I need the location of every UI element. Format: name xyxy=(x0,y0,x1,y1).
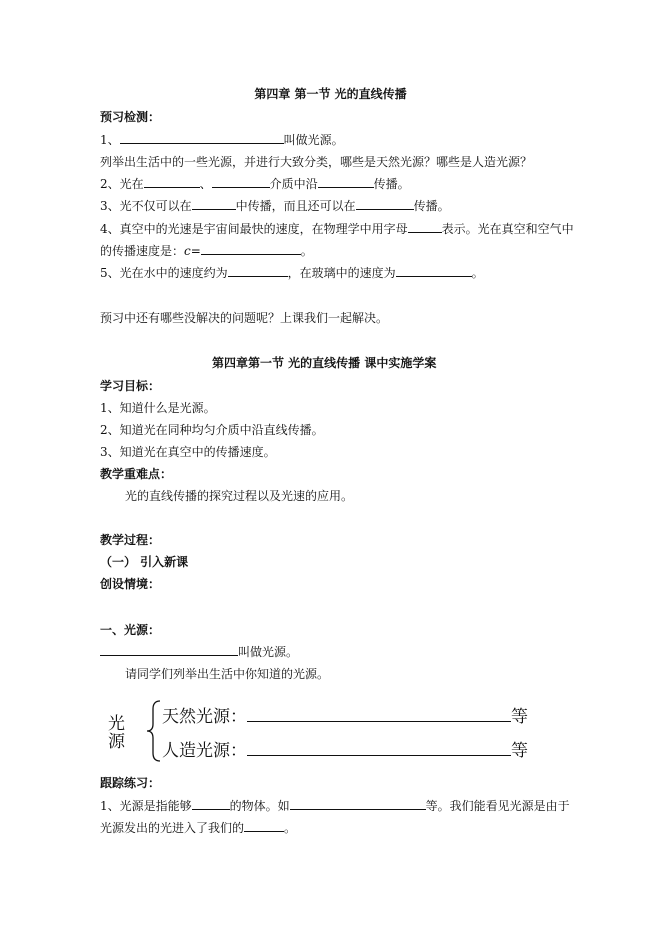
goal-item: 2、知道光在同种均匀介质中沿直线传播。 xyxy=(100,423,324,437)
practice-heading: 跟踪练习： xyxy=(100,776,161,790)
q2-text-c: 介质中沿 xyxy=(269,177,318,191)
q4b-symbol: c= xyxy=(184,244,201,258)
light-source-heading: 一、光源： xyxy=(100,623,161,637)
question-3 xyxy=(100,198,450,214)
section-intro: （一） 引入新课 xyxy=(100,555,189,569)
key-points-heading: 教学重难点： xyxy=(100,467,173,481)
q3-text-c: 传播。 xyxy=(413,199,450,213)
answer-blank[interactable] xyxy=(100,644,238,656)
answer-blank[interactable] xyxy=(228,265,288,277)
answer-blank[interactable] xyxy=(318,176,374,188)
goals-heading: 学习目标： xyxy=(100,379,161,393)
light-source-definition xyxy=(100,644,298,660)
q3-text-b: 中传播，而且还可以在 xyxy=(235,199,356,213)
artificial-source-row xyxy=(162,740,528,762)
p1b-text-a: 光源发出的光进入了我们的 xyxy=(100,821,245,835)
q4b-text-a: 的传播速度是： xyxy=(100,244,185,258)
process-heading: 教学过程： xyxy=(100,533,161,547)
question-5 xyxy=(100,265,484,281)
q4-text-b: 表示。光在真空和空气中 xyxy=(441,222,574,236)
answer-blank[interactable] xyxy=(201,243,301,255)
question-4 xyxy=(100,221,574,237)
class-label-char: 光 xyxy=(108,714,125,734)
p1-text-a: 1、光源是指能够 xyxy=(100,799,192,813)
q1-text: 叫做光源。 xyxy=(283,133,344,147)
answer-blank[interactable] xyxy=(356,198,414,210)
answer-blank[interactable] xyxy=(290,798,426,810)
p1-text-b: 的物体。如 xyxy=(229,799,290,813)
scene-heading: 创设情境： xyxy=(100,577,161,591)
q1-number: 1、 xyxy=(100,133,120,147)
q5-text-a: 5、光在水中的速度约为 xyxy=(100,266,228,280)
goal-item: 1、知道什么是光源。 xyxy=(100,401,216,415)
artificial-source-label: 人造光源： xyxy=(162,741,247,761)
q5-text-b: ，在玻璃中的速度为 xyxy=(287,266,396,280)
q3-text-a: 3、光不仅可以在 xyxy=(100,199,192,213)
preview-heading: 预习检测： xyxy=(100,110,161,124)
answer-blank[interactable] xyxy=(144,176,200,188)
practice-question-1-cont xyxy=(100,820,296,836)
artificial-source-end: 等 xyxy=(511,741,528,761)
class-label-char: 源 xyxy=(108,732,125,752)
page-title: 第四章 第一节 光的直线传播 xyxy=(254,87,407,101)
question-1 xyxy=(100,132,344,148)
natural-source-row xyxy=(162,706,528,728)
p1b-text-b: 。 xyxy=(284,821,297,835)
practice-question-1 xyxy=(100,798,570,814)
question-4-cont xyxy=(100,243,313,259)
answer-blank[interactable] xyxy=(396,265,472,277)
natural-source-label: 天然光源： xyxy=(162,707,247,727)
goal-item: 3、知道光在真空中的传播速度。 xyxy=(100,445,276,459)
answer-blank[interactable] xyxy=(247,706,511,722)
answer-blank[interactable] xyxy=(247,740,511,756)
answer-blank[interactable] xyxy=(192,198,236,210)
natural-source-end: 等 xyxy=(511,707,528,727)
q5-text-c: 。 xyxy=(471,266,484,280)
light-source-prompt: 请同学们列举出生活中你知道的光源。 xyxy=(125,667,330,681)
section-title: 第四章第一节 光的直线传播 课中实施学案 xyxy=(212,356,437,370)
q4b-text-d: 。 xyxy=(300,244,313,258)
answer-blank[interactable] xyxy=(120,132,284,144)
q2-text-a: 2、光在 xyxy=(100,177,144,191)
q4-text-a: 4、真空中的光速是宇宙间最快的速度，在物理学中用字母 xyxy=(100,222,408,236)
preview-closing: 预习中还有哪些没解决的问题呢？上课我们一起解决。 xyxy=(100,311,389,325)
question-2 xyxy=(100,176,410,192)
q2-text-d: 传播。 xyxy=(373,177,410,191)
q2-text-b: 、 xyxy=(199,177,212,191)
answer-blank[interactable] xyxy=(192,798,230,810)
brace-icon xyxy=(146,700,162,762)
definition-text: 叫做光源。 xyxy=(238,645,299,659)
key-points-text: 光的直线传播的探究过程以及光速的应用。 xyxy=(125,489,354,503)
answer-blank[interactable] xyxy=(244,820,284,832)
p1-text-c: 等。我们能看见光源是由于 xyxy=(425,799,570,813)
question-1-extra: 列举出生活中的一些光源，并进行大致分类，哪些是天然光源？哪些是人造光源？ xyxy=(100,155,533,169)
answer-blank[interactable] xyxy=(408,221,442,233)
answer-blank[interactable] xyxy=(212,176,270,188)
